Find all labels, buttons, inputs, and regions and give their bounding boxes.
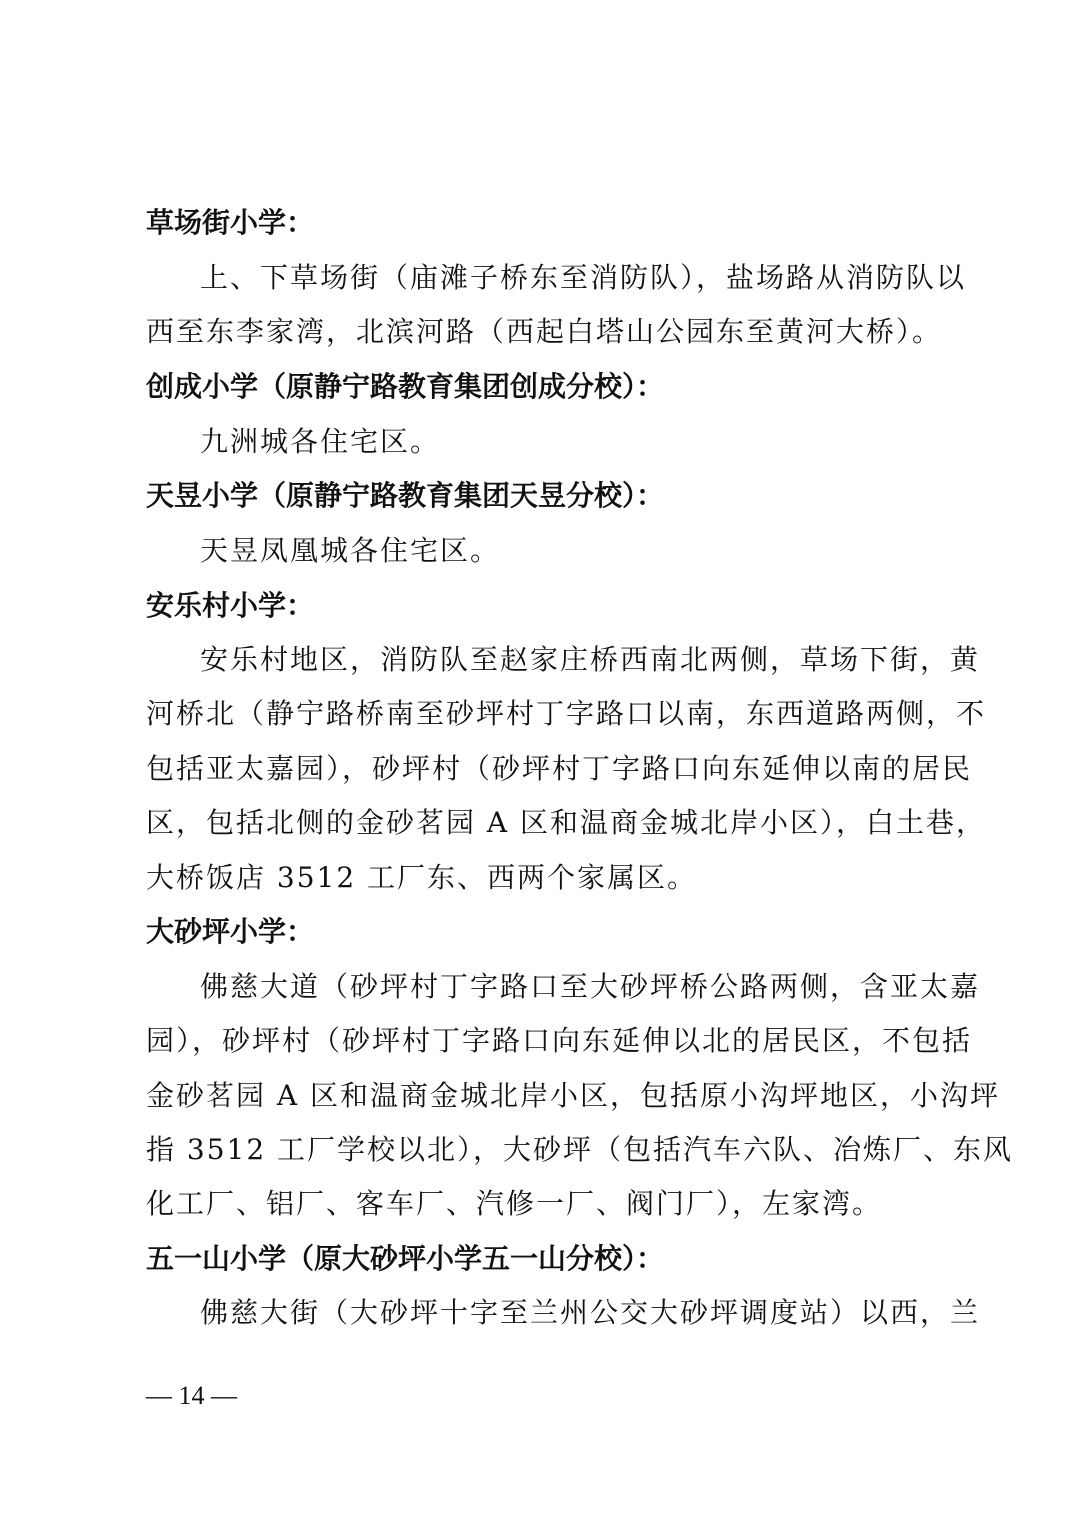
section-heading-wuyishan: 五一山小学（原大砂坪小学五一山分校）：: [146, 1242, 665, 1275]
section-heading-chuangcheng: 创成小学（原静宁路教育集团创成分校）：: [146, 370, 665, 403]
section-text-line: 佛慈大街（大砂坪十字至兰州公交大砂坪调度站）以西，兰: [200, 1296, 981, 1329]
page-number: — 14 —: [146, 1381, 237, 1410]
section-text-line: 河桥北（静宁路桥南至砂坪村丁字路口以南，东西道路两侧，不: [146, 697, 987, 730]
section-heading-caochangjie: 草场街小学：: [146, 206, 315, 239]
section-text-line: 安乐村地区，消防队至赵家庄桥西南北两侧，草场下街，黄: [200, 643, 981, 676]
section-text-line: 金砂茗园 A 区和温商金城北岸小区，包括原小沟坪地区，小沟坪: [146, 1079, 1001, 1112]
section-text-line: 大桥饭店 3512 工厂东、西两个家属区。: [146, 861, 698, 894]
section-heading-dashaping: 大砂坪小学：: [146, 915, 315, 948]
section-text-line: 指 3512 工厂学校以北），大砂坪（包括汽车六队、冶炼厂、东风: [146, 1133, 1014, 1166]
section-text-line: 化工厂、铝厂、客车厂、汽修一厂、阀门厂），左家湾。: [146, 1187, 883, 1220]
section-text-line: 区，包括北侧的金砂茗园 A 区和温商金城北岸小区），白土巷，: [146, 806, 987, 839]
section-text-line: 园），砂坪村（砂坪村丁字路口向东延伸以北的居民区，不包括: [146, 1024, 973, 1057]
section-heading-anlecun: 安乐村小学：: [146, 589, 315, 622]
section-text-line: 西至东李家湾，北滨河路（西起白塔山公园东至黄河大桥）。: [146, 315, 943, 348]
section-text-line: 上、下草场街（庙滩子桥东至消防队），盐场路从消防队以: [200, 261, 967, 294]
section-text-line: 佛慈大道（砂坪村丁字路口至大砂坪桥公路两侧，含亚太嘉: [200, 970, 981, 1003]
section-text-line: 九洲城各住宅区。: [200, 425, 441, 458]
section-text-line: 天昱凤凰城各住宅区。: [200, 534, 501, 567]
section-text-line: 包括亚太嘉园），砂坪村（砂坪村丁字路口向东延伸以南的居民: [146, 752, 973, 785]
section-heading-tianyu: 天昱小学（原静宁路教育集团天昱分校）：: [146, 479, 665, 512]
